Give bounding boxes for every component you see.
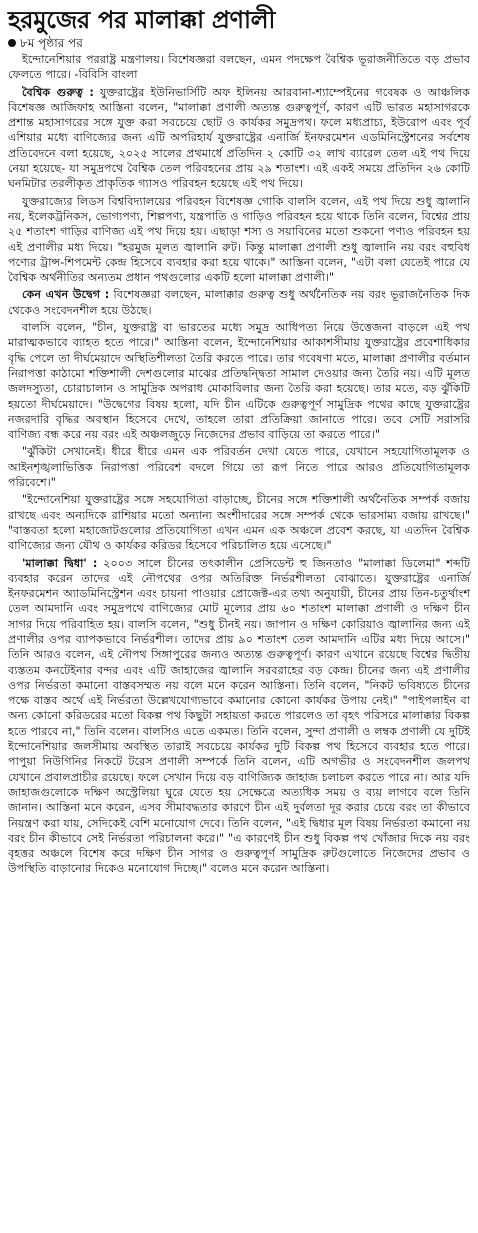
paragraph-text: "ইন্দোনেশিয়া যুক্তরাষ্ট্রের সঙ্গে সহযোগিতা বাড়াচ্ছে, চীনের সঙ্গে শক্তিশালী অর্থনৈতিক সম্পর্ক বজায় রাখছে এবং অন্যদিকে রাশিয়ার মতো অন্যান্য অংশীদারের সঙ্গে সম্পর্ক থেকে ভারসাম্য বজায় রাখছে।" "বাস্তবতা হলো মহাজোটগুলোর প্রতিযোগিতা এখন এমন এক অঞ্চলে প্রবেশ করছে, যা এতদিন বৈশ্বিক বাণিজ্যের জন্য যৌথ ও কার্যকর করিডর হিসেবে পরিচালিত হয়ে এসেছে।": [8, 493, 470, 553]
paragraph-text: যুক্তরাষ্ট্রের ইউনিভার্সিটি অফ ইলিনয় আরবানা-শ্যাম্পেইনের গবেষক ও আঞ্চলিক বিশেষজ্ঞ আজিফাহ আস্তিনা বলেন, "মালাক্কা প্রণালী অত্যন্ত গুরুত্বপূর্ণ, কারণ এটি ভারত মহাসাগরকে প্রশান্ত মহাসাগরের সঙ্গে যুক্ত করা সবচেয়ে ছোট ও কার্যকর সমুদ্রপথ। ফলে মধ্যপ্রাচ্য, ইউরোপ এবং পূর্ব এশিয়ার মধ্যে বাণিজ্যের জন্য এটি অপরিহার্য যুক্তরাষ্ট্রের এনার্জি ইনফরমেশন এডমিনিস্ট্রেশনের সর্বশেষ প্রতিবেদনে বলা হয়েছে, ২০২৫ সালের প্রথমার্ধে প্রতিদিন ২ কোটি ৩২ লাখ ব্যারেল তেল এই পথ দিয়ে নেয়া হয়েছে- যা সমুদ্রপথে বৈশ্বিক তেল পরিবহনের প্রায় ২৯ শতাংশ। এই একই সময়ে প্রতিদিন ২৬ কোটি ঘনমিটার তরলীকৃত প্রাকৃতিক গ্যাসও পরিবহন হয়েছে এই পথ দিয়ে।: [8, 85, 470, 191]
paragraph-text: ২০০৩ সালে চীনের তৎকালীন প্রেসিডেন্ট হু জিনতাও "মালাক্কা ডিলেমা" শব্দটি ব্যবহার করেন তাদের এই নৌপথের ওপর অতিরিক্ত নির্ভরশীলতা বোঝাতে। যুক্তরাষ্ট্রের এনার্জি ইনফরমেশন অ্যাডমিনিস্ট্রেশন এবং চায়না পাওয়ার প্রোজেক্ট-এর তথ্য অনুযায়ী, চীনের প্রায় তিন-চতুর্থাংশ তেল আমদানি এবং সমুদ্রপথে বাণিজ্যের মোট মূল্যের প্রায় ৬০ শতাংশ মালাক্কা প্রণালী ও দক্ষিণ চীন সাগর দিয়ে পরিবাহিত হয়। বালসি বলেন, "শুধু চীনই নয়। জাপান ও দক্ষিণ কোরিয়াও জ্বালানির জন্য এই প্রণালীর ওপর ব্যাপকভাবে নির্ভরশীল। তাদের প্রায় ৯০ শতাংশ তেল আমদানি এটির মধ্য দিয়ে আসে।" তিনি আরও বলেন, এই নৌপথ সিঙ্গাপুরের জন্যও অত্যন্ত গুরুত্বপূর্ণ। কারণ এখানে রয়েছে বিশ্বের দ্বিতীয় ব্যস্ততম কনটেইনার বন্দর এবং এটি জাহাজের জ্বালানি সরবরাহের বড় কেন্দ্র। চীনের জন্য এই প্রণালীর ওপর নির্ভরতা কমানো বাস্তবসম্মত নয় বলে মনে করেন আস্তিনা। তিনি বলেন, "নিকট ভবিষ্যতে চীনের পক্ষে বাস্তব অর্থে এই নির্ভরতা উল্লেখযোগ্যভাবে কমানোর কোনো কার্যকর উপায় নেই।" "পাইপলাইন বা অন্য কোনো করিডরের মতো বিকল্প পথ কিছুটা সহায়তা করতে পারলেও তা বৃহৎ পরিসরে মালাক্কার বিকল্প হতে পারবে না," তিনি বলেন। বালসিও এতে একমত। তিনি বলেন, সুন্দা প্রণালী ও লম্বক প্রণালী যে দুটিই ইন্দোনেশিয়ার জলসীমায় অবস্থিত তারাই সবচেয়ে কার্যকর দুটি বিকল্প পথ হিসেবে ব্যবহার হতে পারে। পাপুয়া নিউগিনির নিকটে টরেস প্রণালী সম্পর্কে তিনি বলেন, এটি অগভীর ও সংবেদনশীল জলপথ যেখানে প্রবালপ্রাচীর রয়েছে। ফলে সেখান দিয়ে বড় বাণিজ্যিক জাহাজ চলাচল করতে পারে না। আর যদি জাহাজগুলোকে দক্ষিণ অস্ট্রেলিয়া ঘুরে যেতে হয় সেক্ষেত্রে অত্যধিক সময় ও ব্যয় লাগবে বলে তিনি জানান। আস্তিনা মনে করেন, এসব সীমাবদ্ধতার কারণে চীন এই দুর্বলতা দূর করার চেয়ে বরং তা কীভাবে নিয়ন্ত্রণ করা যায়, সেদিকেই বেশি মনোযোগ দেবে। তিনি বলেন, "এই দ্বিধার মূল বিষয় নির্ভরতা কমানো নয় বরং চীন কীভাবে সেই নির্ভরতা পরিচালনা করে।" "এ কারণেই চীন শুধু বিকল্প পথ খোঁজার দিকে নয় বরং বৃহত্তর অঞ্চলে বিশেষ করে দক্ষিণ চীন সাগর ও গুরুত্বপূর্ণ সামুদ্রিক রুটগুলোতে নিজেদের প্রভাব ও উপস্থিতি বাড়ানোর দিকেও মনোযোগ দিচ্ছে।" বলেও মনে করেন আস্তিনা।: [8, 556, 470, 876]
paragraph-text: "ঝুঁকিটা সেখানেই। ধীরে ধীরে এমন এক পরিবর্তন দেখা যেতে পারে, যেখানে সহযোগিতামূলক ও আইনশৃঙ্খলাভিত্তিক নিরাপত্তা পরিবেশ বদলে গিয়ে তা রূপ নিতে পারে আরও প্রতিযোগিতামূলক পরিবেশে।": [8, 445, 470, 490]
paragraph: [8, 492, 470, 553]
paragraph: [8, 556, 470, 877]
continued-from: [8, 36, 470, 50]
paragraph: [8, 194, 470, 286]
paragraph-text: বালসি বলেন, "চীন, যুক্তরাষ্ট্র বা ভারতের মধ্যে সমুদ্র আধিপত্য নিয়ে উত্তেজনা বাড়লে এই পথ মারাত্মকভাবে ব্যাহত হতে পারে।" আস্তিনা বলেন, ইন্দোনেশিয়ার আকাশসীমায় যুক্তরাষ্ট্রের প্রবেশাধিকার বৃদ্ধি পেলে তা দীর্ঘমেয়াদে অস্থিতিশীলতা তৈরি করতে পারে। তার গবেষণা মতে, মালাক্কা প্রণালীর বর্তমান নিরাপত্তা কাঠামো শক্তিশালী দেশগুলোর মাঝের প্রতিদ্বন্দ্বিতা সামাল দেওয়ার জন্য তৈরি নয়। এটি মূলত জলদস্যুতা, চোরাচালান ও সামুদ্রিক অপরাধ মোকাবিলার জন্য তৈরি করা হয়েছে। তার মতে, বড় ঝুঁকিটি হয়তো দীর্ঘমেয়াদে। "উদ্বেগের বিষয় হলো, যদি চীন এটিকে গুরুত্বপূর্ণ সামুদ্রিক পথের কাছে যুক্তরাষ্ট্রের নজরদারি বৃদ্ধির অবস্থান হিসেবে দেখে, তাহলে তারা প্রতিক্রিয়া জানাতে পারে। তবে সেটি সরাসরি বাণিজ্য বন্ধ করে নয় বরং এই অঞ্চলজুড়ে নিজেদের প্রভাব বাড়িয়ে তা করতে পারে।": [8, 321, 470, 442]
paragraph: [8, 287, 470, 318]
headline: হরমুজের পর মালাক্কা প্রণালী: [8, 6, 276, 34]
paragraph: [8, 320, 470, 442]
paragraph-text: ইন্দোনেশিয়ার পররাষ্ট্র মন্ত্রণালয়। বিশেষজ্ঞরা বলছেন, এমন পদক্ষেপ বৈশ্বিক ভূরাজনীতিতে বড় প্রভাব ফেলতে পারে। -বিবিসি বাংলা: [8, 53, 470, 82]
paragraph-text: বিশেষজ্ঞরা বলছেন, মালাক্কার গুরুত্ব শুধু অর্থনৈতিক নয় বরং ভূরাজনৈতিক দিক থেকেও সংবেদনশীল হয়ে উঠছে।: [8, 288, 470, 317]
paragraph: [8, 85, 470, 192]
paragraph: [8, 52, 470, 83]
subhead: কেন এখন উদ্বেগ :: [22, 288, 110, 302]
subhead: 'মালাক্কা দ্বিধা' :: [22, 556, 98, 570]
article-body: [8, 52, 470, 877]
paragraph: [8, 444, 470, 490]
paragraph-text: যুক্তরাজ্যের লিডস বিশ্ববিদ্যালয়ের পরিবহন বিশেষজ্ঞ গোকি বালসি বলেন, এই পথ দিয়ে শুধু জ্বালানি নয়, ইলেকট্রনিকস, ভোগ্যপণ্য, শিল্পপণ্য, যন্ত্রপাতি ও গাড়িও পরিবহন হয়ে থাকে তিনি বলেন, বিশ্বের প্রায় ২৫ শতাংশ গাড়ির বাণিজ্য এই পথ দিয়ে হয়। এছাড়া শস্য ও সয়াবিনের মতো শুকনো পণ্যও পরিবহন হয় এই প্রণালীর মধ্য দিয়ে। "হরমুজ মূলত জ্বালানি রুট। কিন্তু মালাক্কা প্রণালী শুধু জ্বালানি নয় বরং বহুবিধ পণ্যের ট্রান্স-শিপমেন্ট কেন্দ্র হিসেবে ব্যবহার করা হয়ে থাকে।" আস্তিনা বলেন, "এটা বলা যেতেই পারে যে বৈশ্বিক অর্থনীতির অন্যতম প্রধান পথগুলোর একটি হলো মালাক্কা প্রণালী।": [8, 194, 470, 285]
bullet-icon: [8, 39, 16, 47]
subhead: বৈশ্বিক গুরুত্ব :: [22, 85, 94, 99]
continued-from-label: ৮ম পৃষ্ঠার পর: [20, 36, 83, 50]
